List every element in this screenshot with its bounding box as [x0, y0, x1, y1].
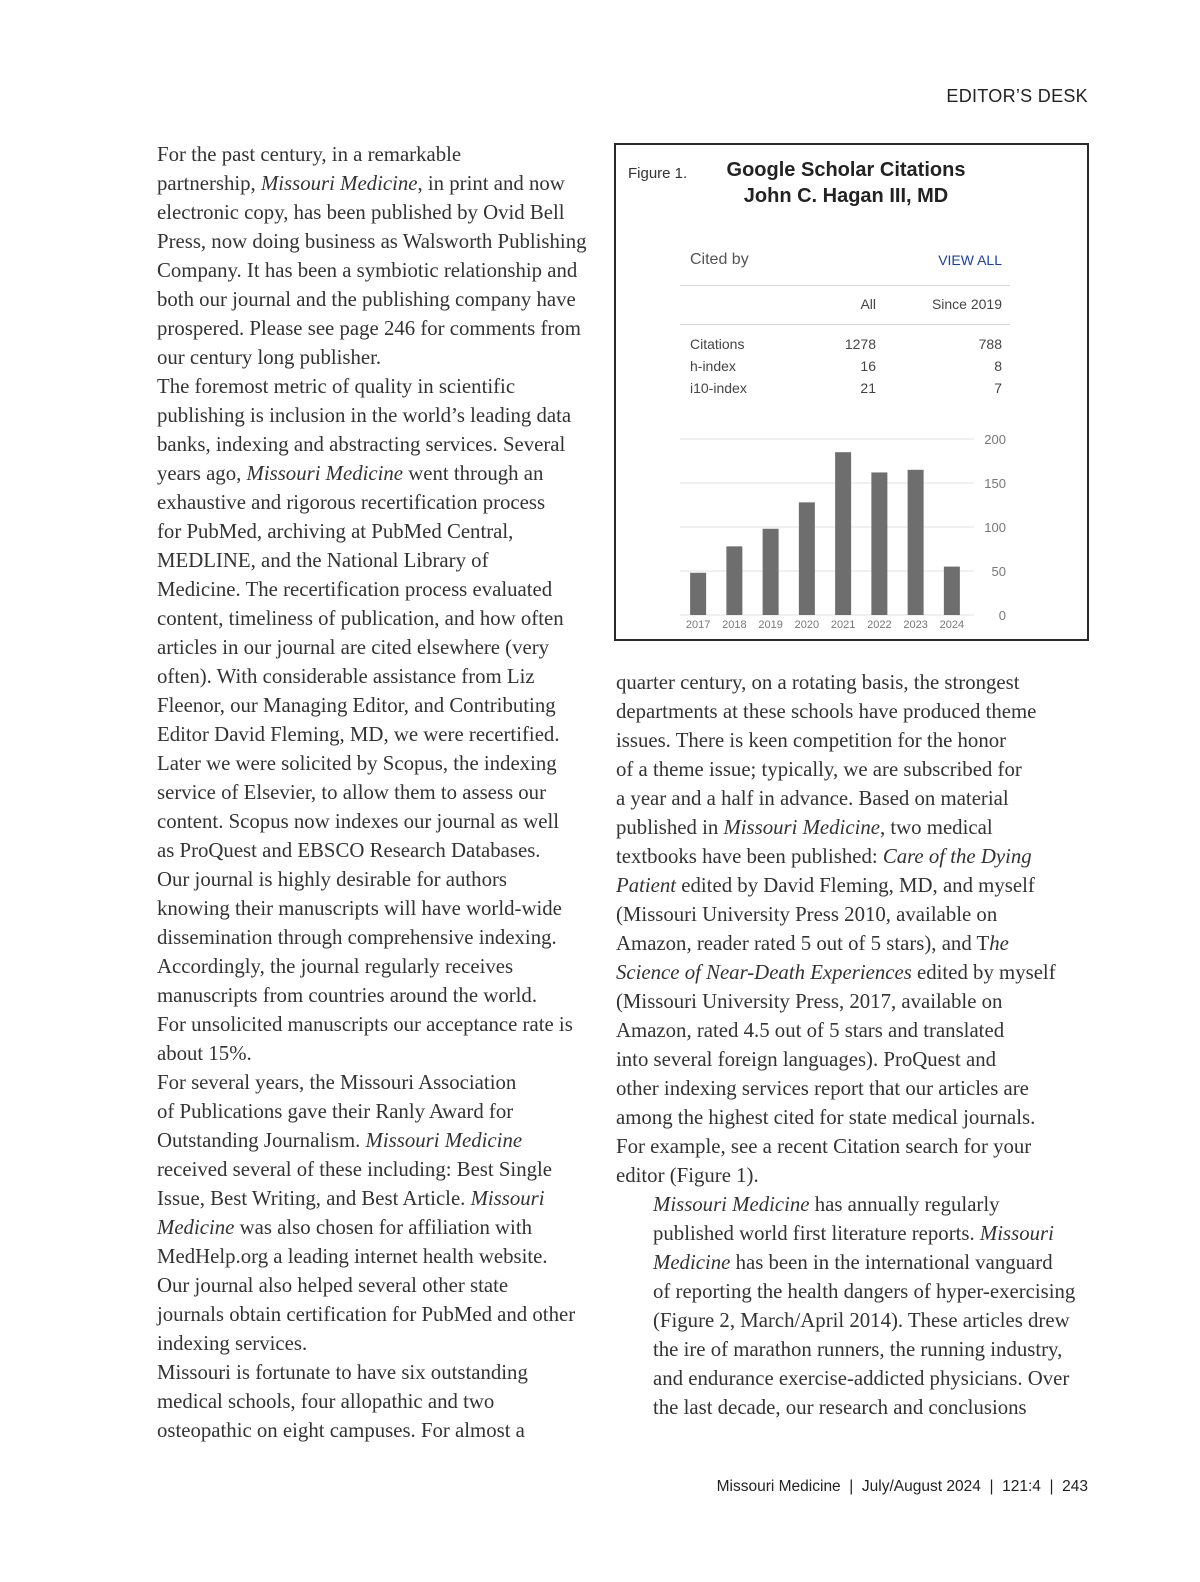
text-line: Medicine was also chosen for affiliation with [157, 1216, 533, 1239]
stat-name: h-index [690, 358, 736, 374]
text-line: dissemination through comprehensive indexing. [157, 926, 557, 949]
x-tick-label: 2018 [722, 619, 747, 629]
text-line: Press, now doing business as Walsworth Publishing [157, 230, 587, 253]
y-tick-label: 150 [984, 476, 1006, 491]
x-tick-label: 2023 [903, 619, 928, 629]
y-tick-label: 100 [984, 520, 1006, 535]
text-line: among the highest cited for state medical journals. [616, 1106, 1036, 1129]
text-line: knowing their manuscripts will have world-wide [157, 897, 562, 920]
scholar-stats-table [680, 241, 1010, 399]
figure-1 [614, 143, 1089, 641]
x-tick-label: 2024 [939, 619, 965, 629]
cited-by-label: Cited by [690, 251, 749, 268]
text-line: published in Missouri Medicine, two medical [616, 816, 993, 839]
section-header: EDITOR’S DESK [946, 86, 1088, 106]
text-line: received several of these including: Best Single [157, 1158, 553, 1181]
text-line: Missouri is fortunate to have six outstanding [157, 1361, 528, 1384]
text-line: For unsolicited manuscripts our acceptance rate is [157, 1013, 573, 1036]
x-tick-label: 2019 [758, 619, 783, 629]
text-line: For example, see a recent Citation search for your [616, 1135, 1032, 1158]
text-line: indexing services. [157, 1332, 308, 1355]
text-line: of reporting the health dangers of hyper-exercising [653, 1280, 1076, 1303]
text-line: Our journal is highly desirable for authors [157, 868, 508, 891]
y-tick-label: 200 [984, 432, 1006, 447]
text-line: other indexing services report that our articles are [616, 1077, 1029, 1100]
text-line: MedHelp.org a leading internet health website. [157, 1245, 548, 1268]
citations-bar-chart [680, 429, 1020, 629]
x-tick-label: 2021 [830, 619, 856, 629]
text-line: journals obtain certification for PubMed and other [157, 1303, 576, 1326]
right-column [616, 668, 1086, 1422]
bar [763, 529, 779, 615]
stat-since: 7 [994, 380, 1002, 396]
text-line: MEDLINE, and the National Library of [157, 549, 489, 572]
stat-since: 8 [994, 358, 1002, 374]
figure-title-line: John C. Hagan III, MD [743, 185, 949, 207]
text-line: manuscripts from countries around the world. [157, 984, 538, 1007]
page-footer: Missouri Medicine | July/August 2024 | 121:4 | 243 [716, 1478, 1088, 1495]
text-line: prospered. Please see page 246 for comments from [157, 317, 581, 340]
text-line: Our journal also helped several other state [157, 1274, 509, 1297]
text-line: as ProQuest and EBSCO Research Databases. [157, 839, 541, 862]
text-line: content, timeliness of publication, and how often [157, 607, 564, 630]
text-line: For several years, the Missouri Association [157, 1071, 517, 1094]
text-line: Fleenor, our Managing Editor, and Contributing [157, 694, 556, 717]
text-line: Editor David Fleming, MD, we were recertified. [157, 723, 560, 746]
stat-since: 788 [978, 336, 1002, 352]
text-line: Outstanding Journalism. Missouri Medicine [157, 1129, 523, 1152]
text-line: Medicine. The recertification process evaluated [157, 578, 553, 601]
text-line: of a theme issue; typically, we are subscribed for [616, 758, 1022, 781]
text-line: years ago, Missouri Medicine went through an [157, 462, 544, 485]
text-line: banks, indexing and abstracting services. Several [157, 433, 566, 456]
bar [835, 452, 851, 615]
bar [908, 470, 924, 615]
stats-row [680, 333, 1010, 355]
paragraph [120, 1068, 590, 1358]
text-line: of Publications gave their Ranly Award for [157, 1100, 514, 1123]
text-line: content. Scopus now indexes our journal as well [157, 810, 559, 833]
text-line: issues. There is keen competition for the honor [616, 729, 1007, 752]
paragraph [616, 1190, 1086, 1422]
text-line: Later we were solicited by Scopus, the indexing [157, 752, 557, 775]
column-headers [680, 286, 1010, 325]
text-line: both our journal and the publishing company have [157, 288, 576, 311]
left-column [120, 140, 590, 1445]
x-tick-label: 2017 [685, 619, 711, 629]
text-line: and endurance exercise-addicted physicians. Over [653, 1367, 1070, 1390]
stats-row [680, 377, 1010, 399]
text-line: (Missouri University Press 2010, available on [616, 903, 998, 926]
bar [944, 567, 960, 615]
text-line: Issue, Best Writing, and Best Article. Missouri [157, 1187, 545, 1210]
text-line: Medicine has been in the international vanguard [653, 1251, 1053, 1274]
stat-name: Citations [690, 336, 745, 352]
stats-row [680, 355, 1010, 377]
figure-label: Figure 1. [628, 165, 688, 182]
text-line: our century long publisher. [157, 346, 382, 369]
x-tick-label: 2020 [794, 619, 820, 629]
bar [726, 546, 742, 615]
column-all: All [860, 296, 876, 312]
text-line: service of Elsevier, to allow them to assess our [157, 781, 547, 804]
text-line: Missouri Medicine has annually regularly [653, 1193, 1000, 1216]
bar [871, 472, 887, 615]
text-line: Patient edited by David Fleming, MD, and myself [616, 874, 1035, 897]
text-line: editor (Figure 1). [616, 1164, 759, 1187]
text-line: quarter century, on a rotating basis, the strongest [616, 671, 1020, 694]
text-line: published world first literature reports. Missouri [653, 1222, 1054, 1245]
text-line: for PubMed, archiving at PubMed Central, [157, 520, 514, 543]
text-line: Company. It has been a symbiotic relationship and [157, 259, 578, 282]
text-line: textbooks have been published: Care of the Dying [616, 845, 1032, 868]
paragraph [120, 1358, 590, 1445]
text-line: Amazon, rated 4.5 out of 5 stars and translated [616, 1019, 1005, 1042]
stat-all: 21 [860, 380, 876, 396]
text-line: partnership, Missouri Medicine, in print and now [157, 172, 565, 195]
text-line: exhaustive and rigorous recertification process [157, 491, 546, 514]
text-line: often). With considerable assistance from Liz [157, 665, 535, 688]
y-tick-label: 0 [998, 608, 1006, 623]
text-line: electronic copy, has been published by Ovid Bell [157, 201, 565, 224]
view-all-link[interactable]: VIEW ALL [938, 252, 1002, 268]
text-line: medical schools, four allopathic and two [157, 1390, 495, 1413]
text-line: osteopathic on eight campuses. For almost a [157, 1419, 525, 1442]
paragraph [120, 140, 590, 372]
text-line: The foremost metric of quality in scientific [157, 375, 516, 398]
stats-rows [680, 325, 1010, 399]
text-line: Science of Near-Death Experiences edited by myself [616, 961, 1056, 984]
text-line: the last decade, our research and conclusions [653, 1396, 1027, 1419]
text-line: about 15%. [157, 1042, 252, 1065]
cited-by-header [680, 241, 1010, 286]
paragraph [120, 372, 590, 1068]
text-line: publishing is inclusion in the world’s leading data [157, 404, 572, 427]
text-line: departments at these schools have produced theme [616, 700, 1037, 723]
text-line: articles in our journal are cited elsewhere (very [157, 636, 550, 659]
column-since: Since 2019 [931, 296, 1002, 312]
bar [690, 573, 706, 615]
stat-all: 16 [860, 358, 876, 374]
stat-name: i10-index [690, 380, 747, 396]
text-line: into several foreign languages). ProQuest and [616, 1048, 997, 1071]
x-tick-label: 2022 [867, 619, 892, 629]
text-line: (Missouri University Press, 2017, available on [616, 990, 1003, 1013]
paragraph [616, 668, 1086, 1190]
bar [799, 502, 815, 615]
text-line: For the past century, in a remarkable [157, 143, 462, 166]
text-line: a year and a half in advance. Based on material [616, 787, 1009, 810]
text-line: (Figure 2, March/April 2014). These articles drew [653, 1309, 1070, 1332]
text-line: the ire of marathon runners, the running industry, [653, 1338, 1063, 1361]
stat-all: 1278 [844, 336, 876, 352]
figure-title [708, 157, 984, 209]
figure-title-line: Google Scholar Citations [726, 159, 966, 181]
text-line: Accordingly, the journal regularly receives [157, 955, 514, 978]
y-tick-label: 50 [991, 564, 1006, 579]
text-line: Amazon, reader rated 5 out of 5 stars), and The [616, 932, 1009, 955]
